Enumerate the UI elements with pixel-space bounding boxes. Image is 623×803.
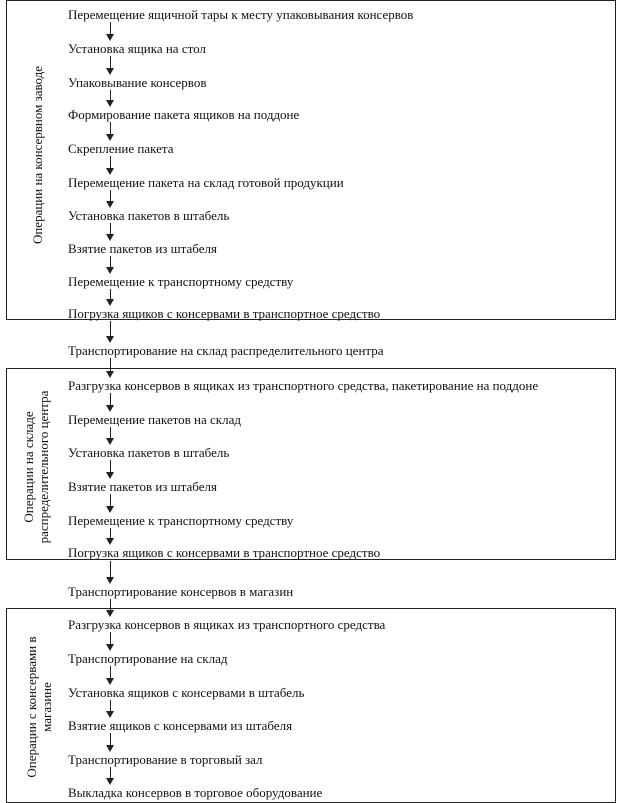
- step-item: Перемещение пакета на склад готовой продукции: [68, 175, 344, 190]
- step-item: Взятие пакетов из штабеля: [68, 241, 217, 256]
- down-arrow-icon: [104, 528, 118, 545]
- step-item: Перемещение пакетов на склад: [68, 412, 241, 427]
- step-item: Перемещение ящичной тары к месту упаковывания консервов: [68, 7, 414, 22]
- down-arrow-icon: [104, 358, 118, 378]
- down-arrow-icon: [104, 700, 118, 718]
- group-label-store: Операции с консервами в магазине: [24, 636, 54, 778]
- down-arrow-icon: [104, 289, 118, 306]
- step-item: Перемещение к транспортному средству: [68, 513, 294, 528]
- down-arrow-icon: [104, 223, 118, 241]
- step-item: Разгрузка консервов в ящиках из транспортного средства, пакетирование на поддоне: [68, 378, 539, 393]
- step-item: Упаковывание консервов: [68, 75, 207, 90]
- step-item: Перемещение к транспортному средству: [68, 274, 294, 289]
- step-item: Взятие ящиков с консервами из штабеля: [68, 718, 293, 733]
- down-arrow-icon: [104, 190, 118, 208]
- step-item: Погрузка ящиков с консервами в транспортное средство: [68, 545, 381, 560]
- down-arrow-icon: [104, 22, 118, 41]
- down-arrow-icon: [104, 393, 118, 412]
- down-arrow-icon: [104, 733, 118, 752]
- down-arrow-icon: [104, 460, 118, 479]
- down-arrow-icon: [104, 666, 118, 685]
- group-label-factory: Операции на консервном заводе: [30, 65, 45, 245]
- step-item: Погрузка ящиков с консервами в транспортное средство: [68, 306, 381, 321]
- step-item: Транспортирование в торговый зал: [68, 752, 263, 767]
- step-item: Формирование пакета ящиков на поддоне: [68, 107, 300, 122]
- step-item: Установка пакетов в штабель: [68, 208, 230, 223]
- step-item: Скрепление пакета: [68, 141, 174, 156]
- step-item: Разгрузка консервов в ящиках из транспортного средства: [68, 617, 386, 632]
- down-arrow-icon: [104, 90, 118, 107]
- down-arrow-icon: [104, 494, 118, 513]
- transfer-step: Транспортирование консервов в магазин: [68, 584, 294, 599]
- step-item: Взятие пакетов из штабеля: [68, 479, 217, 494]
- step-item: Установка ящиков с консервами в штабель: [68, 685, 305, 700]
- group-frame-distribution-center: [6, 368, 616, 560]
- step-item: Установка пакетов в штабель: [68, 445, 230, 460]
- transfer-step: Транспортирование на склад распределительного центра: [68, 343, 384, 358]
- down-arrow-icon: [104, 156, 118, 175]
- down-arrow-icon: [104, 321, 118, 343]
- step-item: Транспортирование на склад: [68, 651, 228, 666]
- down-arrow-icon: [104, 599, 118, 617]
- down-arrow-icon: [104, 427, 118, 445]
- down-arrow-icon: [104, 256, 118, 274]
- down-arrow-icon: [104, 632, 118, 651]
- down-arrow-icon: [104, 561, 118, 584]
- step-item: Установка ящика на стол: [68, 41, 206, 56]
- down-arrow-icon: [104, 122, 118, 141]
- group-label-distribution-center: Операции на складе распределительного центра: [21, 390, 51, 544]
- down-arrow-icon: [104, 56, 118, 75]
- step-item: Выкладка консервов в торговое оборудование: [68, 785, 323, 800]
- group-frame-store: [6, 608, 616, 803]
- down-arrow-icon: [104, 767, 118, 785]
